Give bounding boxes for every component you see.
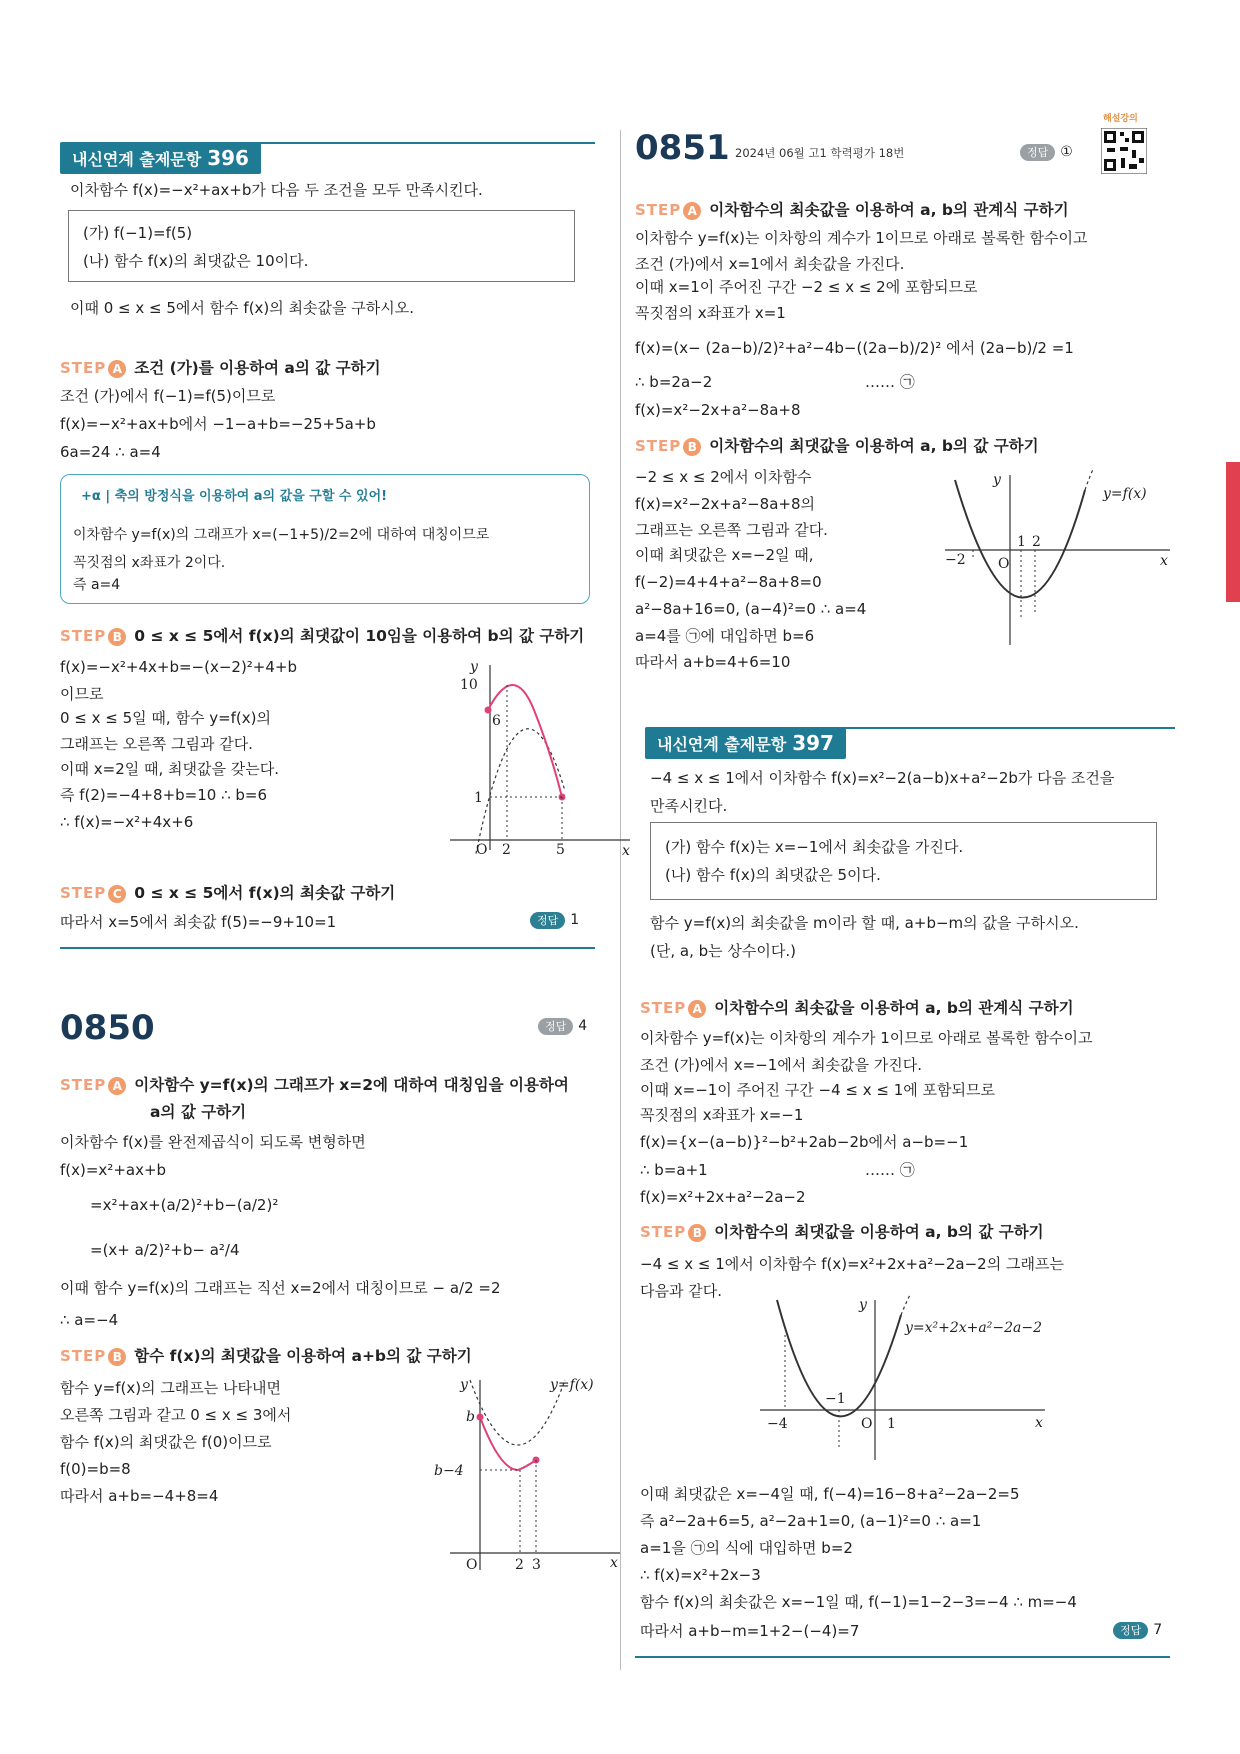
tick-label: 5 — [556, 842, 565, 855]
step-label: STEP — [635, 201, 682, 219]
step-letter: B — [108, 628, 126, 646]
solution-line: a²−8a+16=0, (a−4)²=0 ∴ a=4 — [635, 600, 867, 618]
tip-heading: +α | 축의 방정식을 이용하여 a의 값을 구할 수 있어! — [81, 489, 388, 504]
solution-line: f(x)=−x²+ax+b에서 −1−a+b=−25+5a+b — [60, 415, 376, 433]
condition-na: (나) 함수 f(x)의 최댓값은 5이다. — [665, 866, 881, 884]
solution-line: 따라서 x=5에서 최솟값 f(5)=−9+10=1 — [60, 913, 337, 931]
solution-line: 따라서 a+b−m=1+2−(−4)=7 — [640, 1622, 860, 1640]
tick-label: b−4 — [434, 1463, 464, 1479]
tip-line: 꼭짓점의 x좌표가 2이다. — [73, 555, 226, 571]
axis-label-y: y — [993, 472, 1001, 488]
solution-line: 그래프는 오른쪽 그림과 같다. — [60, 735, 253, 753]
linked-problem-tag-397 — [645, 727, 846, 759]
tip-box — [60, 474, 590, 604]
chapter-side-tab — [1226, 462, 1240, 602]
solution-line: f(x)=x²−2x+a²−8a+8 — [635, 401, 801, 419]
step-label: STEP — [635, 437, 682, 455]
solution-line: f(x)=(x− (2a−b)/2)²+a²−4b−((2a−b)/2)² 에서 (2a−b)/2 =1 — [635, 339, 1074, 357]
tick-label: 1 — [1017, 534, 1026, 550]
solution-line: 즉 f(2)=−4+8+b=10 ∴ b=6 — [60, 786, 268, 804]
answer-0850 — [538, 1018, 587, 1035]
axis-label-x: x — [610, 1555, 618, 1571]
step-label: STEP — [640, 999, 687, 1017]
tick-label: 1 — [474, 790, 483, 806]
step-letter: A — [688, 1000, 706, 1018]
solution-line: f(x)=−x²+4x+b=−(x−2)²+4+b — [60, 658, 298, 676]
tick-label: 2 — [1032, 534, 1041, 550]
axis-label-x: x — [1035, 1415, 1043, 1431]
axis-label-x: x — [622, 843, 630, 855]
tick-label: 1 — [887, 1416, 896, 1432]
problem-number-0851: 0851 — [635, 128, 730, 168]
answer-396 — [530, 912, 579, 929]
tip-line: 즉 a=4 — [73, 577, 121, 593]
solution-line: 6a=24 ∴ a=4 — [60, 443, 161, 461]
step-a-396 — [60, 356, 381, 378]
solution-line: 이때 최댓값은 x=−4일 때, f(−4)=16−8+a²−2a−2=5 — [640, 1485, 1020, 1503]
solution-line: 오른쪽 그림과 같고 0 ≤ x ≤ 3에서 — [60, 1406, 292, 1424]
problem-397-intro: −4 ≤ x ≤ 1에서 이차함수 f(x)=x²−2(a−b)x+a²−2b가 다음 조건을 — [650, 769, 1115, 787]
condition-na: (나) 함수 f(x)의 최댓값은 10이다. — [83, 252, 309, 270]
solution-line: 이차함수 y=f(x)는 이차항의 계수가 1이므로 아래로 볼록한 함수이고 — [635, 229, 1088, 247]
axis-label-x: x — [1160, 553, 1168, 569]
solution-line: f(0)=b=8 — [60, 1460, 131, 1478]
step-letter: B — [688, 1224, 706, 1242]
parabola-segment — [488, 685, 562, 797]
tick-label: 2 — [515, 1557, 524, 1573]
tag-label: 내신연계 출제문항 — [72, 150, 202, 169]
problem-397-question: 함수 y=f(x)의 최솟값을 m이라 할 때, a+b−m의 값을 구하시오. — [650, 914, 1079, 932]
solution-line: 조건 (가)에서 x=1에서 최솟값을 가진다. — [635, 255, 905, 273]
axis-label-y: y — [859, 1297, 867, 1313]
solution-line: 꼭짓점의 x좌표가 x=1 — [635, 304, 786, 322]
tick-label: 2 — [502, 842, 511, 855]
right-column — [635, 0, 1175, 1754]
step-letter: A — [683, 202, 701, 220]
step-label: STEP — [60, 1347, 107, 1365]
solution-line: 이차함수 f(x)를 완전제곱식이 되도록 변형하면 — [60, 1133, 366, 1151]
solution-line: 조건 (가)에서 x=−1에서 최솟값을 가진다. — [640, 1056, 922, 1074]
step-title: 이차함수의 최댓값을 이용하여 a, b의 값 구하기 — [714, 1223, 1044, 1241]
step-a-0851 — [635, 198, 1069, 220]
tick-label: −1 — [825, 1391, 846, 1407]
solution-line: 따라서 a+b=4+6=10 — [635, 653, 791, 671]
condition-box-396 — [68, 210, 575, 282]
step-title: 이차함수 y=f(x)의 그래프가 x=2에 대하여 대칭임을 이용하여 — [134, 1076, 569, 1094]
step-title: 이차함수의 최솟값을 이용하여 a, b의 관계식 구하기 — [714, 999, 1074, 1017]
step-letter: A — [108, 1077, 126, 1095]
answer-value: ① — [1060, 144, 1073, 160]
curve-label: y=f(x) — [1103, 486, 1147, 502]
origin-label: O — [998, 556, 1010, 572]
solution-line: 꼭짓점의 x좌표가 x=−1 — [640, 1106, 804, 1124]
answer-value: 1 — [570, 912, 580, 928]
answer-397 — [1113, 1622, 1162, 1639]
solution-line: ∴ b=2a−2 — [635, 373, 713, 391]
endpoint-dot — [477, 1414, 484, 1421]
curve-label: y=f(x) — [550, 1377, 594, 1393]
problem-397-question: (단, a, b는 상수이다.) — [650, 942, 796, 960]
origin-label: O — [861, 1416, 873, 1432]
graph-0850 — [390, 1375, 630, 1575]
solution-line: a=4를 ㉠에 대입하면 b=6 — [635, 627, 815, 645]
step-label: STEP — [60, 884, 107, 902]
axis-label-y: y — [460, 1377, 468, 1393]
tag-number: 396 — [207, 146, 249, 170]
step-c-396 — [60, 881, 395, 903]
axis-label-y: y — [470, 659, 478, 675]
solution-line: f(x)={x−(a−b)}²−b²+2ab−2b에서 a−b=−1 — [640, 1133, 969, 1151]
qr-code-icon[interactable] — [1101, 128, 1147, 174]
solution-line: ∴ f(x)=x²+2x−3 — [640, 1566, 761, 1584]
tick-label: b — [466, 1409, 475, 1425]
solution-line: f(x)=x²−2x+a²−8a+8의 — [635, 495, 815, 513]
condition-box-397 — [650, 822, 1157, 900]
solution-line: 이때 최댓값은 x=−2일 때, — [635, 546, 814, 564]
step-b-397 — [640, 1220, 1044, 1242]
qr-label: 해설강의 — [1103, 114, 1138, 124]
parabola-dashed — [901, 1295, 915, 1315]
section-rule — [60, 947, 595, 949]
tag-label: 내신연계 출제문항 — [657, 735, 787, 754]
solution-line: 이때 x=2일 때, 최댓값을 갖는다. — [60, 760, 279, 778]
problem-source: 2024년 06월 고1 학력평가 18번 — [735, 146, 905, 160]
step-title-cont: a의 값 구하기 — [150, 1103, 247, 1121]
solution-line: −4 ≤ x ≤ 1에서 이차함수 f(x)=x²+2x+a²−2a−2의 그래프는 — [640, 1255, 1064, 1273]
section-rule — [635, 1656, 1170, 1658]
step-letter: A — [108, 360, 126, 378]
solution-line: 조건 (가)에서 f(−1)=f(5)이므로 — [60, 387, 276, 405]
solution-line: =(x+ a/2)²+b− a²/4 — [90, 1241, 240, 1259]
answer-value: 7 — [1153, 1622, 1163, 1638]
linked-problem-tag-396 — [60, 142, 261, 174]
answer-value: 4 — [578, 1018, 588, 1034]
answer-pill: 정답 — [1113, 1622, 1148, 1639]
solution-line: =x²+ax+(a/2)²+b−(a/2)² — [90, 1196, 279, 1214]
step-title: 조건 (가)를 이용하여 a의 값 구하기 — [134, 359, 381, 377]
tick-label: −2 — [945, 552, 966, 568]
step-title: 0 ≤ x ≤ 5에서 f(x)의 최댓값이 10임을 이용하여 b의 값 구하기 — [134, 627, 585, 645]
step-label: STEP — [60, 1076, 107, 1094]
step-letter: B — [683, 438, 701, 456]
solution-line: 이때 함수 y=f(x)의 그래프는 직선 x=2에서 대칭이므로 − a/2 =2 — [60, 1279, 501, 1297]
graph-396 — [430, 655, 640, 855]
solution-line: 이므로 — [60, 685, 104, 703]
solution-line: 다음과 같다. — [640, 1282, 722, 1300]
answer-pill: 정답 — [538, 1018, 573, 1035]
solution-line: 이차함수 y=f(x)는 이차항의 계수가 1이므로 아래로 볼록한 함수이고 — [640, 1029, 1093, 1047]
solution-line: a=1을 ㉠의 식에 대입하면 b=2 — [640, 1539, 853, 1557]
solution-line: 함수 f(x)의 최댓값은 f(0)이므로 — [60, 1433, 272, 1451]
problem-397-intro: 만족시킨다. — [650, 797, 728, 815]
step-label: STEP — [640, 1223, 687, 1241]
tag-rule — [250, 142, 595, 144]
step-a-0850 — [60, 1073, 569, 1095]
answer-pill: 정답 — [530, 912, 565, 929]
solution-line: ∴ a=−4 — [60, 1311, 119, 1329]
solution-line: 따라서 a+b=−4+8=4 — [60, 1487, 219, 1505]
answer-pill: 정답 — [1020, 144, 1055, 161]
step-title: 이차함수의 최솟값을 이용하여 a, b의 관계식 구하기 — [709, 201, 1069, 219]
step-title: 이차함수의 최댓값을 이용하여 a, b의 값 구하기 — [709, 437, 1039, 455]
graph-397 — [755, 1295, 1055, 1465]
condition-ga: (가) 함수 f(x)는 x=−1에서 최솟값을 가진다. — [665, 838, 964, 856]
origin-label: O — [466, 1557, 478, 1573]
step-a-397 — [640, 996, 1074, 1018]
solution-line: 즉 a²−2a+6=5, a²−2a+1=0, (a−1)²=0 ∴ a=1 — [640, 1512, 982, 1530]
solution-line: f(−2)=4+4+a²−8a+8=0 — [635, 573, 822, 591]
tick-label: 6 — [492, 713, 501, 729]
tick-label: 10 — [460, 677, 478, 693]
solution-line: 함수 y=f(x)의 그래프는 나타내면 — [60, 1379, 282, 1397]
step-b-0850 — [60, 1344, 472, 1366]
solution-line: 0 ≤ x ≤ 5일 때, 함수 y=f(x)의 — [60, 709, 272, 727]
condition-ga: (가) f(−1)=f(5) — [83, 224, 193, 242]
solution-line: ∴ b=a+1 — [640, 1161, 708, 1179]
solution-line: −2 ≤ x ≤ 2에서 이차함수 — [635, 468, 812, 486]
solution-line: f(x)=x²+ax+b — [60, 1161, 167, 1179]
endpoint-dot — [485, 707, 492, 714]
solution-line: f(x)=x²+2x+a²−2a−2 — [640, 1188, 806, 1206]
step-title: 0 ≤ x ≤ 5에서 f(x)의 최솟값 구하기 — [134, 884, 396, 902]
step-letter: C — [108, 885, 126, 903]
equation-tag: …… ㉠ — [865, 1161, 915, 1179]
step-label: STEP — [60, 627, 107, 645]
step-b-0851 — [635, 434, 1039, 456]
step-title: 함수 f(x)의 최댓값을 이용하여 a+b의 값 구하기 — [134, 1347, 472, 1365]
origin-label: O — [476, 842, 488, 855]
problem-396-question: 이때 0 ≤ x ≤ 5에서 함수 f(x)의 최솟값을 구하시오. — [70, 299, 414, 317]
left-column — [60, 0, 630, 1754]
tick-label: −4 — [767, 1416, 788, 1432]
solution-line: 함수 f(x)의 최솟값은 x=−1일 때, f(−1)=1−2−3=−4 ∴ m=−4 — [640, 1593, 1077, 1611]
tag-number: 397 — [792, 731, 834, 755]
parabola-segment — [480, 1417, 536, 1470]
solution-line: 이때 x=1이 주어진 구간 −2 ≤ x ≤ 2에 포함되므로 — [635, 278, 978, 296]
tick-label: 3 — [532, 1557, 541, 1573]
step-b-396 — [60, 624, 584, 646]
graph-0851 — [935, 470, 1175, 650]
solution-line: 그래프는 오른쪽 그림과 같다. — [635, 521, 828, 539]
curve-label: y=x²+2x+a²−2a−2 — [905, 1320, 1042, 1336]
solution-line: 이때 x=−1이 주어진 구간 −4 ≤ x ≤ 1에 포함되므로 — [640, 1081, 996, 1099]
step-letter: B — [108, 1348, 126, 1366]
tag-rule — [835, 727, 1175, 729]
answer-0851 — [1020, 144, 1073, 161]
step-label: STEP — [60, 359, 107, 377]
tip-line: 이차함수 y=f(x)의 그래프가 x=(−1+5)/2=2에 대하여 대칭이므로 — [73, 527, 490, 543]
problem-number-0850: 0850 — [60, 1008, 155, 1048]
solution-line: ∴ f(x)=−x²+4x+6 — [60, 813, 194, 831]
problem-396-intro: 이차함수 f(x)=−x²+ax+b가 다음 두 조건을 모두 만족시킨다. — [70, 181, 483, 199]
equation-tag: …… ㉠ — [865, 373, 915, 391]
